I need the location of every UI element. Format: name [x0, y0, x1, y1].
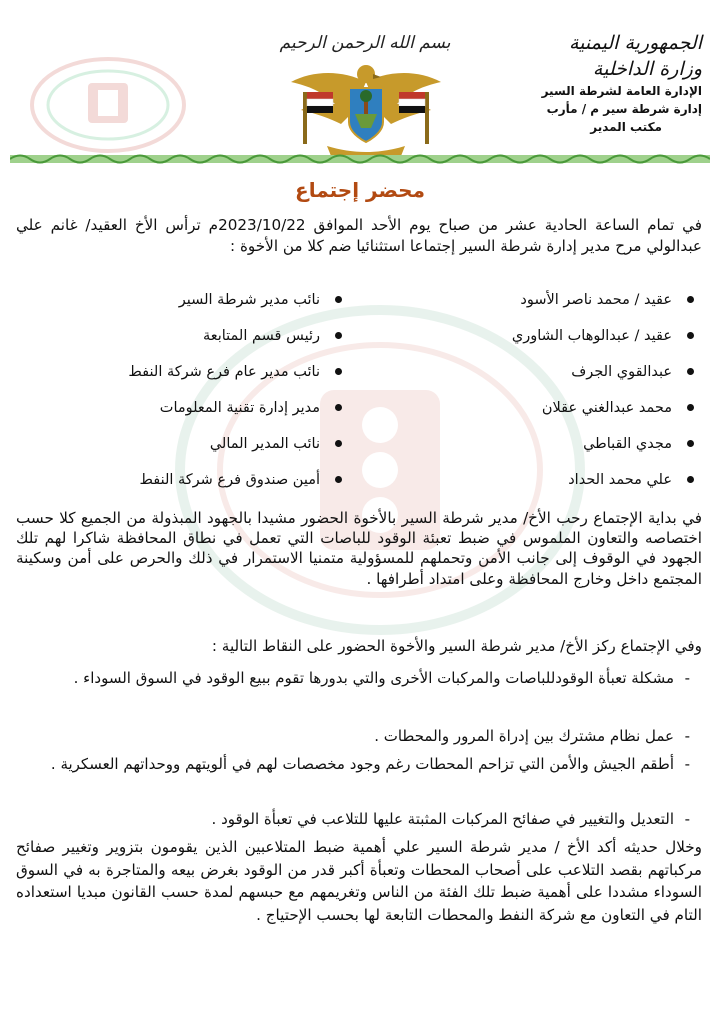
- dash-icon: -: [684, 727, 690, 745]
- list-item: رئيس قسم المتابعة: [12, 318, 342, 354]
- national-emblem: [283, 52, 449, 160]
- list-item: مجدي القباطي: [364, 426, 694, 462]
- attendees-roles-column: [12, 282, 342, 498]
- bullet-icon: [687, 296, 694, 303]
- focus-intro: وفي الإجتماع ركز الأخ/ مدير شرطة السير والأخوة الحضور على النقاط التالية :: [211, 637, 702, 655]
- attendees-names-column: [364, 282, 694, 498]
- list-item: نائب مدير عام فرع شركة النفط: [12, 354, 342, 390]
- point-item: - مشكلة تعبأة الوقودللباصات والمركبات الأخرى والتي بدورها تقوم ببيع الوقود في السوق السوداء .: [16, 667, 702, 690]
- attendees-list: [20, 282, 694, 492]
- dash-icon: -: [684, 755, 690, 773]
- list-item: عقيد / عبدالوهاب الشاوري: [364, 318, 694, 354]
- bullet-icon: [687, 368, 694, 375]
- department-name: إدارة شرطة سير م / مأرب: [546, 102, 702, 116]
- directorate-name: الإدارة العامة لشرطة السير: [541, 84, 702, 98]
- bullet-icon: [335, 404, 342, 411]
- list-item: علي محمد الحداد: [364, 462, 694, 498]
- list-item: أمين صندوق فرع شركة النفط: [12, 462, 342, 498]
- ministry-name: وزارة الداخلية: [592, 58, 702, 80]
- opening-paragraph: في بداية الإجتماع رحب الأخ/ مدير شرطة السير بالأخوة الحضور مشيدا بالجهود المبذولة من الجميع كلا حسب اختصاصه والتعاون الملموس في ضبط تعبئة الوقود للباصات التي تعمل في نطاق المحافظة شاكرا لهم تلك الجهود في الوقوف إلى جانب الأمن وتحملهم للمسؤولية متمنيا الاستمرار في ذلك والحرص على أمن وسكينة المجتمع داخل وخارج المحافظة وعلى امتداد أطرافها .: [16, 509, 702, 588]
- bullet-icon: [335, 476, 342, 483]
- header-divider: [10, 152, 710, 166]
- police-logo-watermark: [28, 55, 188, 155]
- closing-paragraph: وخلال حديثه أكد الأخ / مدير شرطة السير علي أهمية ضبط المتلاعبين الذين يقومون بتزوير وتغيير صفائح مركباتهم بقصد التلاعب على أصحاب المحطات وتعبأة أكبر قدر من الوقود بغرض بيعه والمتاجرة به في السوق السوداء مشددا على أهمية ضبط تلك الفئة من الناس وتغريمهم مع حبسهم لمدة حسب القانون مبديا استعداده التام في التعاون مع شركة النفط والمحطات التابعة لها بحسب الإحتياج .: [16, 838, 702, 924]
- bullet-icon: [335, 332, 342, 339]
- document-title: محضر إجتماع: [295, 178, 425, 202]
- point-item: - عمل نظام مشترك بين إدراة المرور والمحطات .: [16, 725, 702, 748]
- point-item: - أطقم الجيش والأمن التي تزاحم المحطات رغم وجود مخصصات لهم في ألويتهم ووحداتهم العسكرية .: [16, 753, 702, 776]
- point-item: - التعديل والتغيير في صفائح المركبات المثبتة عليها للتلاعب في تعبأة الوقود .: [16, 808, 702, 831]
- bullet-icon: [335, 296, 342, 303]
- list-item: نائب مدير شرطة السير: [12, 282, 342, 318]
- bullet-icon: [687, 332, 694, 339]
- bullet-icon: [335, 440, 342, 447]
- dash-icon: -: [684, 810, 690, 828]
- list-item: محمد عبدالغني عقلان: [364, 390, 694, 426]
- office-name: مكتب المدير: [590, 120, 662, 134]
- intro-paragraph: في تمام الساعة الحادية عشر من صباح يوم الأحد الموافق 2023/10/22م ترأس الأخ العقيد/ غانم علي عبدالولي مرح مدير إدارة شرطة السير إجتماعا استثنائيا ضم كلا من الأخوة :: [16, 216, 702, 255]
- list-item: مدير إدارة تقنية المعلومات: [12, 390, 342, 426]
- list-item: عقيد / محمد ناصر الأسود: [364, 282, 694, 318]
- bismillah: بسم الله الرحمن الرحيم: [279, 33, 451, 53]
- list-item: نائب المدير المالي: [12, 426, 342, 462]
- bullet-icon: [687, 476, 694, 483]
- list-item: عبدالقوي الجرف: [364, 354, 694, 390]
- bullet-icon: [335, 368, 342, 375]
- dash-icon: -: [684, 669, 690, 687]
- republic-name: الجمهورية اليمنية: [568, 32, 702, 54]
- letterhead: [482, 30, 702, 136]
- bullet-icon: [687, 404, 694, 411]
- bullet-icon: [687, 440, 694, 447]
